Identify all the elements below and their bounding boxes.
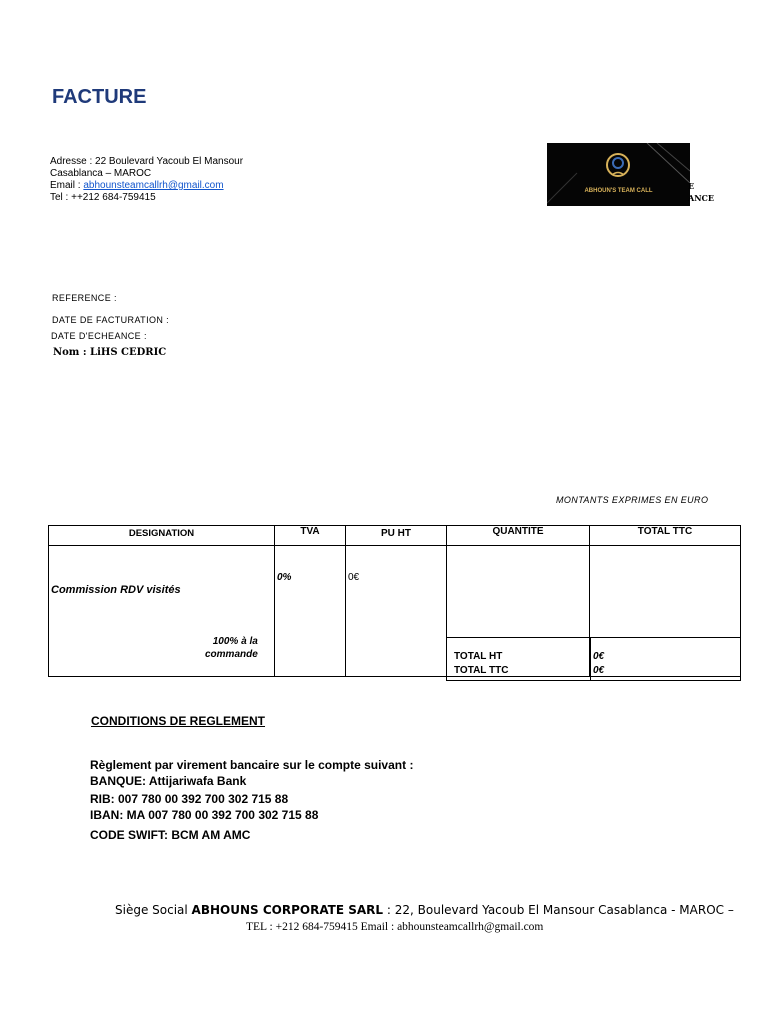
- totals-table: [446, 637, 741, 681]
- currency-note: MONTANTS EXPRIMES EN EURO: [556, 495, 709, 505]
- clipped-header-text-1: E: [688, 181, 695, 191]
- totals-labels: [447, 638, 591, 681]
- footer-company-name: ABHOUNS CORPORATE SARL: [191, 903, 384, 917]
- transfer-instructions: Règlement par virement bancaire sur le compte suivant :: [90, 758, 414, 772]
- footer-contact: TEL : +212 684-759415 Email : abhounsteamcallrh@gmail.com: [246, 921, 544, 933]
- footer-prefix: Siège Social: [115, 903, 192, 917]
- iban-number: IBAN: MA 007 780 00 392 700 302 715 88: [90, 808, 319, 822]
- company-logo: [547, 143, 690, 206]
- reference-label: REFERENCE :: [52, 293, 117, 303]
- address-line: Adresse : 22 Boulevard Yacoub El Mansour: [50, 156, 244, 167]
- payment-conditions-title: CONDITIONS DE REGLEMENT: [91, 714, 266, 728]
- bank-name: BANQUE: Attijariwafa Bank: [90, 774, 247, 788]
- footer-address: : 22, Boulevard Yacoub El Mansour Casablanca - MAROC –: [383, 903, 734, 917]
- designation-cell: Commission RDV visités: [49, 546, 275, 677]
- clipped-header-text-2: ANCE: [688, 193, 714, 203]
- total-ttc-value: 0€: [593, 665, 605, 676]
- total-ttc-label: TOTAL TTC: [454, 665, 509, 676]
- col-tva-header: TVA: [275, 526, 346, 546]
- payment-terms-note: [205, 635, 258, 661]
- payment-terms-line2: commande: [205, 649, 258, 660]
- logo-text: ABHOUN'S TEAM CALL: [584, 188, 653, 194]
- email-label: Email :: [50, 180, 84, 191]
- invoice-title: FACTURE: [52, 86, 147, 108]
- due-date-label: DATE D'ECHEANCE :: [51, 331, 147, 341]
- logo-graphic: [547, 143, 690, 206]
- billing-date-label: DATE DE FACTURATION :: [52, 315, 170, 325]
- phone-line: Tel : ++212 684-759415: [50, 192, 156, 203]
- col-total-ttc-header: TOTAL TTC: [590, 526, 741, 546]
- email-link[interactable]: abhounsteamcallrh@gmail.com: [83, 180, 224, 191]
- col-pu-ht-header: PU HT: [346, 526, 447, 546]
- rib-number: RIB: 007 780 00 392 700 302 715 88: [90, 792, 289, 806]
- city-line: Casablanca – MAROC: [50, 168, 152, 179]
- payment-terms-line1: 100% à la: [212, 636, 258, 647]
- tva-cell: 0%: [275, 546, 346, 677]
- swift-code: CODE SWIFT: BCM AM AMC: [90, 828, 251, 842]
- total-ht-label: TOTAL HT: [454, 651, 503, 662]
- email-line: [50, 180, 243, 192]
- col-quantite-header: QUANTITE: [447, 526, 590, 546]
- pu-ht-cell: 0€: [346, 546, 447, 677]
- table-header-row: [49, 526, 741, 546]
- col-designation-header: DESIGNATION: [49, 526, 275, 546]
- total-ht-value: 0€: [593, 651, 605, 662]
- totals-values: [591, 638, 741, 681]
- client-name: Nom : LiHS CEDRIC: [53, 347, 167, 358]
- sender-address-block: [50, 156, 243, 204]
- footer-headquarters: [115, 903, 734, 917]
